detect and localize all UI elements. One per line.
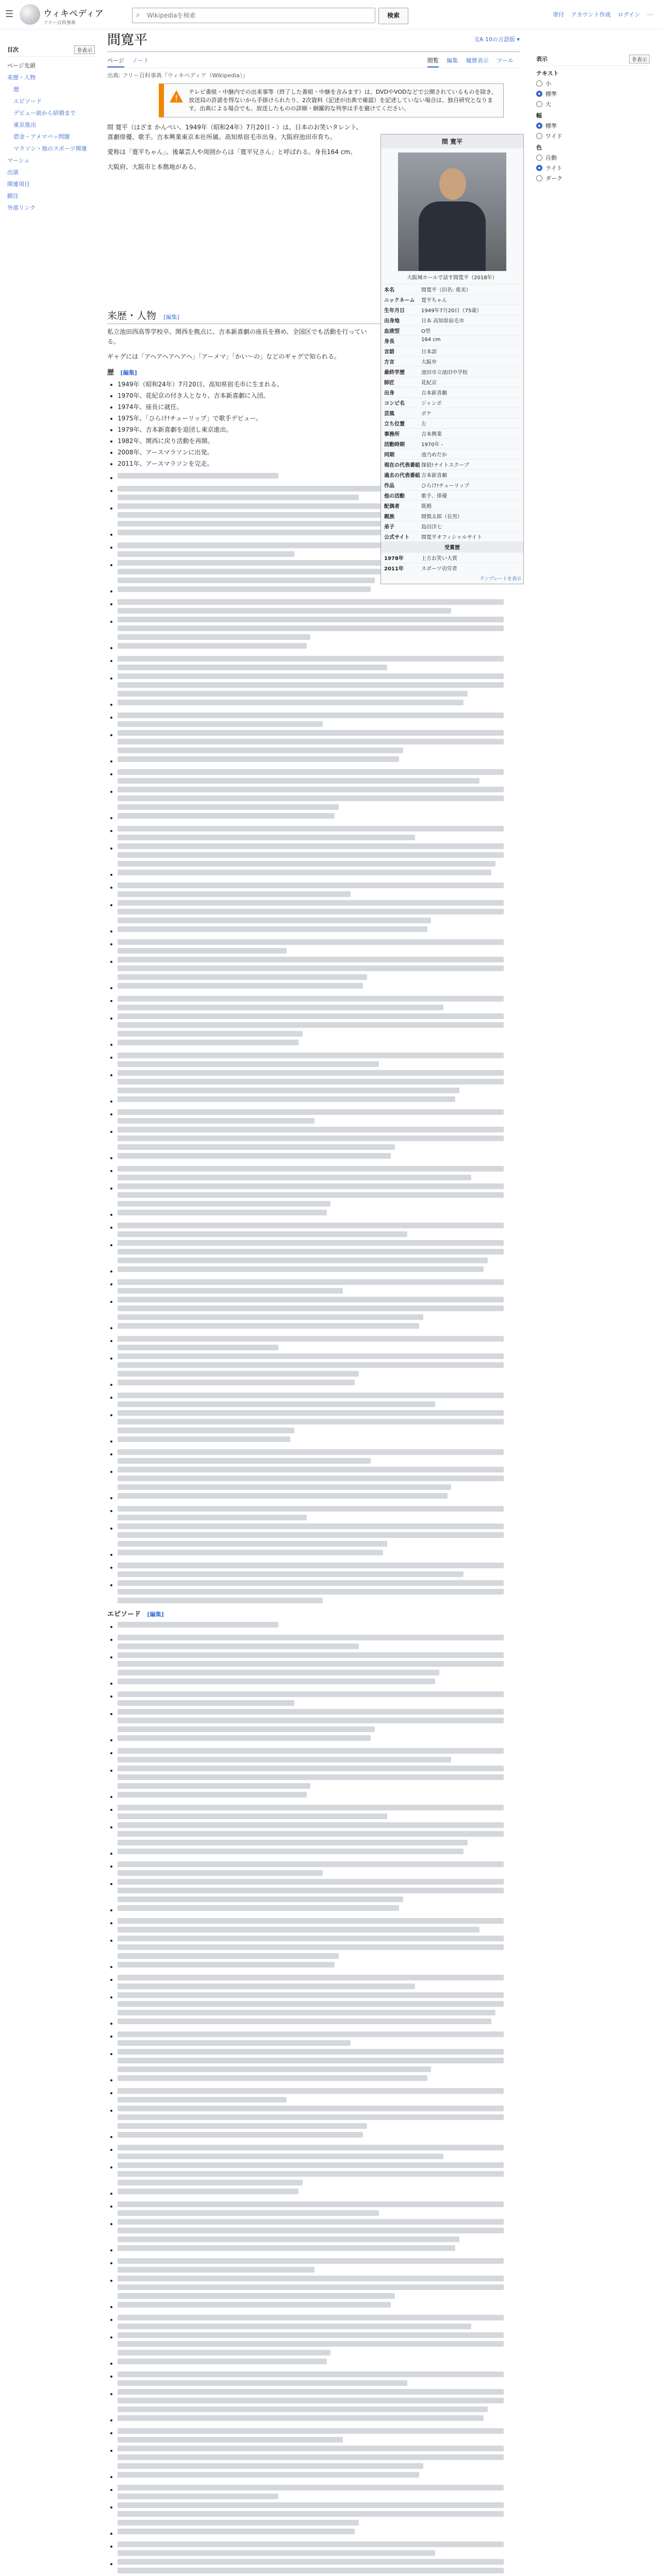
search-button[interactable]: 検索 [378,8,408,24]
user-links [548,10,653,19]
login-link[interactable]: ログイン [618,11,640,18]
infobox-value: 池田市立池田中学校 [421,370,468,376]
appearance-hide-button[interactable]: 非表示 [629,55,650,63]
list-item [118,2371,520,2386]
infobox-value: 吉本新喜劇 [421,391,447,396]
list-item [118,1380,520,1389]
list-item [118,1550,520,1560]
infobox-key: 1978年 [384,556,404,562]
infobox-row [381,563,523,573]
infobox-value: O型 [421,329,431,334]
list-item [118,2258,520,2273]
infobox-row [381,438,523,449]
radio-icon [536,133,542,139]
list-item [118,1879,520,1902]
infobox-key: 方言 [384,360,394,365]
infobox [380,134,524,584]
list-item [118,1861,520,1876]
list-item [118,1975,520,1989]
text-size-option[interactable] [536,79,650,88]
list-item [118,983,520,993]
list-item [118,843,520,867]
history-item: • 1974年、座長に就任。 [118,402,378,412]
infobox-value: 探偵!ナイトスクープ [421,463,469,468]
list-item [118,756,520,766]
infobox-value: 日本 高知県宿毛市 [421,318,465,324]
list-item [118,643,520,653]
infobox-key: 現在の代表番組 [384,463,420,468]
infobox-value: 日本語 [421,349,437,355]
list-item [118,2276,520,2299]
infobox-row [381,408,523,418]
list-item [118,1506,520,1520]
list-item [118,939,520,954]
infobox-row [381,428,523,438]
list-item [118,2162,520,2185]
width-option[interactable] [536,122,650,130]
infobox-key: 師匠 [384,380,394,386]
infobox-value: 1949年7月20日（75歳） [421,308,482,314]
radio-icon [536,80,542,87]
width-label: 幅 [536,112,542,119]
radio-label: 標準 [545,91,557,97]
history-item: • 1979年、吉本新喜劇を退団し東京進出。 [118,425,378,435]
list-item [118,1679,520,1688]
search-box [132,8,375,23]
search-input[interactable] [146,10,370,21]
list-item [118,2189,520,2198]
infobox-row [381,469,523,480]
infobox-value: 間慎太郎（長男） [421,514,462,520]
toc-item[interactable]: エピソード [13,98,42,105]
tab-talk[interactable]: ノート [132,57,149,64]
list-item [118,1622,520,1632]
infobox-key: 親族 [384,514,394,520]
list-item [118,1223,520,1237]
list-item [118,2389,520,2412]
infobox-row [381,304,523,315]
list-item [118,1635,520,1649]
infobox-row [381,315,523,325]
list-item [118,1493,520,1503]
list-item [118,926,520,936]
subsection-heading: エピソード [編集] [107,1611,164,1618]
radio-icon [536,101,542,107]
list-item [118,1792,520,1802]
infobox-value: 吉本新喜劇 [421,473,447,479]
list-item [118,813,520,823]
list-item [118,826,520,840]
tab-page[interactable]: ページ [107,57,124,67]
list-item [118,2359,520,2368]
list-item [118,1748,520,1762]
list-item [118,769,520,784]
list-item [118,2219,520,2242]
infobox-key: 芸風 [384,411,394,417]
list-item [118,2529,520,2538]
radio-icon [536,123,542,129]
toc-item[interactable]: 脚注 [7,193,19,199]
toc-item[interactable]: 来歴・人物 [7,74,36,81]
radio-label: ダーク [545,175,562,182]
infobox-section: 受賞歴 [381,541,523,552]
notice-text: テレビ番組・中継内での出来事等（終了した番組・中継を含みます）は、DVDやVODなどで公開されているものを除き、放送局の許諾を得ないから手掛けられたり、2次資料（記述が出典で確認）を記述していない場合は、独自研究となります。出典による場合でも、放送したものの詳細・網羅的な列挙は手を避けてください。 [189,89,498,112]
toc-item[interactable]: 出演 [7,169,19,176]
infobox-value: ひらけ!チューリップ [421,483,470,489]
portrait-image[interactable] [398,152,506,271]
list-item [118,2502,520,2526]
infobox-key: 出身地 [384,318,400,324]
infobox-key: 本名 [384,287,394,293]
list-item [118,1240,520,1263]
list-item [118,1691,520,1706]
appearance-panel [536,49,650,184]
list-item [118,1013,520,1037]
infobox-key: 活動時期 [384,442,405,448]
toc-item[interactable]: ページ先頭 [7,62,36,69]
list-item [118,1279,520,1294]
from-wikipedia: 出典: フリー百科事典『ウィキペディア（Wikipedia）』 [107,72,249,79]
color-label: 色 [536,144,542,151]
more-icon[interactable]: ⋯ [647,11,653,18]
toc-item[interactable]: 外部リンク [7,205,36,211]
infobox-row [381,521,523,531]
list-item [118,2245,520,2255]
toc-item[interactable]: マラソン・他のスポーツ関連 [13,145,87,152]
infobox-value: 池乃めだか [421,452,447,458]
radio-label: 自動 [545,155,557,161]
infobox-row [381,490,523,500]
infobox-value: 花紀京 [421,380,437,386]
list-item [118,787,520,810]
list-item [118,1210,520,1219]
list-item [118,1127,520,1150]
list-item [118,713,520,727]
list-item [118,1153,520,1163]
history-item: • 1982年、関西に戻り活動を再開。 [118,436,378,446]
infobox-key: 最終学歴 [384,370,405,376]
list-item [118,2428,520,2443]
toc-hide-button[interactable]: 非表示 [74,45,95,54]
lead-paragraph: 愛称は「寛平ちゃん」。後輩芸人や周囲からは「寛平兄さん」と呼ばれる。身長164 cm。 [107,148,357,156]
infobox-row [381,459,523,469]
list-item [118,883,520,897]
infobox-key: 配偶者 [384,504,400,510]
list-item [118,1040,520,1049]
infobox-row [381,284,523,294]
wordmark[interactable] [43,6,104,26]
history-item: • 1975年、「ひらけ!チューリップ」で歌手デビュー。 [118,414,378,423]
infobox-row [381,346,523,356]
svg-text:!: ! [174,93,178,103]
list-item [118,1805,520,1819]
color-option[interactable] [536,174,650,182]
radio-icon [536,175,542,181]
language-button[interactable]: 文A 10の言語版 ▾ [473,36,520,43]
infobox-value: 上方お笑い大賞 [421,556,457,562]
color-option[interactable] [536,164,650,172]
radio-label: 小 [545,80,551,87]
list-item [118,2145,520,2159]
list-item [118,586,520,596]
infobox-row [381,377,523,387]
toc-item[interactable]: 借金・アメマバッ問題 [13,133,70,140]
list-item [118,1183,520,1207]
list-item [118,2019,520,2028]
infobox-row [381,325,523,335]
radio-icon [536,165,542,171]
edit-section-link[interactable]: [編集] [147,1611,164,1618]
infobox-key: 同期 [384,452,394,458]
warning-icon [169,89,184,104]
tab-tools[interactable]: ツール [496,57,514,64]
infobox-value: 164 cm [421,337,441,343]
infobox-row [381,480,523,490]
list-item [118,1053,520,1067]
list-item [118,2485,520,2499]
main-menu-icon[interactable]: ☰ [5,9,14,20]
list-item [118,2106,520,2129]
toc-item[interactable]: 歴 [13,86,19,93]
list-item [118,1580,520,1603]
list-item [118,1166,520,1180]
infobox-row [381,449,523,459]
list-item [118,656,520,670]
toc-title: 目次 [7,46,19,53]
search-icon: ⌕ [136,11,140,19]
list-item [118,1766,520,1789]
list-item [118,1822,520,1845]
list-item [118,1992,520,2015]
text-size-label: テキスト [536,70,559,77]
infobox-row [381,511,523,521]
list-item [118,2088,520,2103]
list-item [118,617,520,640]
list-item [118,2415,520,2425]
list-item [118,1266,520,1276]
list-item [118,1096,520,1106]
history-item: • 2008年、アースマラソンに出発。 [118,448,378,457]
wikipedia-logo[interactable] [20,4,40,25]
table-of-contents [7,45,95,214]
section-heading: 来歴・人物 [編集] [107,311,520,324]
infobox-title: 間 寛平 [381,134,523,148]
infobox-row [381,294,523,304]
history-item: • 1949年（昭和24年）7月20日、高知県宿毛市に生まれる。 [118,380,378,389]
lead-paragraph: 間 寛平（はざま かんぺい、1949年（昭和24年）7月20日 - ）は、日本のお笑いタレント、喜劇俳優、歌手。吉本興業東京本社所属。高知県宿毛市出身。大阪府池田市育ち。 [107,124,362,141]
list-item [118,1109,520,1124]
list-item [118,1735,520,1745]
list-item [118,1652,520,1675]
list-item [118,1709,520,1732]
list-item [118,2132,520,2142]
infobox-key: ニックネーム [384,298,415,303]
infobox-value: 間寛平オフィシャルサイト [421,535,482,540]
list-item [118,2332,520,2355]
subsection-heading: 歴 [編集] [107,369,137,377]
header [0,0,662,29]
list-item [118,730,520,753]
list-item [118,2049,520,2072]
infobox-value: ジャンボ [421,401,442,406]
list-item [118,870,520,879]
infobox-key: 公式サイト [384,535,410,540]
infobox-key: 弟子 [384,524,394,530]
tab-read[interactable]: 閲覧 [427,57,439,67]
edit-section-link[interactable]: [編集] [163,314,179,320]
radio-icon [536,91,542,97]
language-icon: 文A [473,36,484,43]
text-size-option[interactable] [536,100,650,108]
infobox-key: 事務所 [384,432,400,437]
list-item [118,1905,520,1915]
list-item [118,2031,520,2046]
list-item [118,1410,520,1433]
infobox-caption: 大阪城ホールで話す間寛平（2018年） [407,275,498,281]
radio-label: 標準 [545,123,557,129]
radio-label: ライト [545,165,562,172]
infobox-row [381,531,523,541]
infobox-key: 生年月日 [384,308,405,314]
list-item [118,1523,520,1547]
list-item [118,1449,520,1464]
radio-label: ワイド [545,133,562,140]
infobox-key: 立ち位置 [384,421,405,427]
bio-paragraph: ギャグには「アヘアヘアヘアヘ」「アーメマ」「かい～の」などのギャグで知られる。 [107,353,341,360]
language-count: 10の言語版 [485,36,515,43]
color-option[interactable] [536,154,650,162]
list-item [118,2315,520,2329]
infobox-row [381,418,523,428]
list-item [118,1323,520,1333]
radio-icon [536,155,542,161]
infobox-key: 血液型 [384,329,400,334]
infobox-row [381,335,523,346]
infobox-key: 出身 [384,391,394,396]
toc-item[interactable]: デビュー前から結婚まで [13,110,76,116]
infobox-value: 1970年 - [421,442,443,448]
toc-item[interactable]: 東京進出 [13,122,36,128]
list-item [118,1849,520,1858]
history-item: • 2011年、アースマラソンを完走。 [118,459,378,469]
infobox-key: 言語 [384,349,394,355]
history-item: • 1970年、花紀京の付き人となり、吉本新喜劇に入団。 [118,391,378,401]
infobox-row [381,500,523,511]
list-item [118,1070,520,1093]
list-item [118,2559,520,2576]
list-item [118,1918,520,1933]
list-item [118,2472,520,2482]
create-account-link[interactable]: アカウント作成 [571,11,611,18]
infobox-key: 他の活動 [384,494,405,499]
list-item [118,599,520,614]
list-item [118,900,520,923]
toc-item[interactable]: 関連項目 [7,181,30,188]
toc-item[interactable]: マーシュ [7,157,30,164]
infobox-value: 左 [421,421,426,427]
infobox-row [381,552,523,563]
infobox-value: 島田洋七 [421,524,442,530]
infobox-value: 大阪弁 [421,360,437,365]
list-item [118,1962,520,1972]
infobox-key: 身長 [384,339,394,345]
show-template-link[interactable]: テンプレートを表示 [479,577,521,582]
tab-history[interactable]: 履歴表示 [466,57,489,64]
site-title: ウィキペディア [43,9,104,19]
bio-paragraph: 私立池田西高等学校卒。関西を拠点に、吉本新喜劇の座長を務め、全国区でも活動を行っている。 [107,328,367,345]
infobox-key: 過去の代表番組 [384,473,420,479]
infobox-row [381,387,523,397]
infobox-value: 歌手、俳優 [421,494,447,499]
list-item [118,700,520,709]
donate-link[interactable]: 寄付 [553,11,565,18]
edit-section-link[interactable]: [編集] [120,369,137,376]
infobox-key: 2011年 [384,566,404,572]
list-item [118,2541,520,2556]
page-title: 間寛平 [107,32,148,48]
list-item [118,1436,520,1446]
appearance-title: 表示 [536,56,548,62]
infobox-key: 作品 [384,483,394,489]
list-item [118,996,520,1010]
list-item [118,2201,520,2216]
list-item [118,1393,520,1407]
list-item [118,1353,520,1377]
width-option[interactable] [536,132,650,140]
radio-label: 大 [545,101,551,108]
list-item [118,1297,520,1320]
infobox-value: スポーツ功労者 [421,566,457,572]
lead-paragraph: 大阪府、大阪市と本拠地がある。 [107,163,201,171]
site-subtitle: フリー百科事典 [43,21,76,26]
infobox-key: コンビ名 [384,401,405,406]
list-item [118,1563,520,1577]
list-item [118,1467,520,1490]
list-item [118,673,520,697]
tab-edit[interactable]: 編集 [446,57,458,64]
infobox-value: 間寛平（旧名: 重美） [421,287,471,293]
infobox-row [381,356,523,366]
notice-box [159,83,504,117]
list-item [118,2302,520,2312]
infobox-value: ボケ [421,411,432,417]
list-item [118,1936,520,1959]
infobox-value: 寛平ちゃん [421,298,447,303]
infobox-value: 吉本興業 [421,432,442,437]
infobox-row [381,397,523,408]
list-item [118,2446,520,2469]
infobox-row [381,366,523,377]
list-item [118,1336,520,1350]
text-size-option[interactable] [536,90,650,98]
list-item [118,2075,520,2085]
infobox-value: 既婚 [421,504,432,510]
list-item [118,957,520,980]
